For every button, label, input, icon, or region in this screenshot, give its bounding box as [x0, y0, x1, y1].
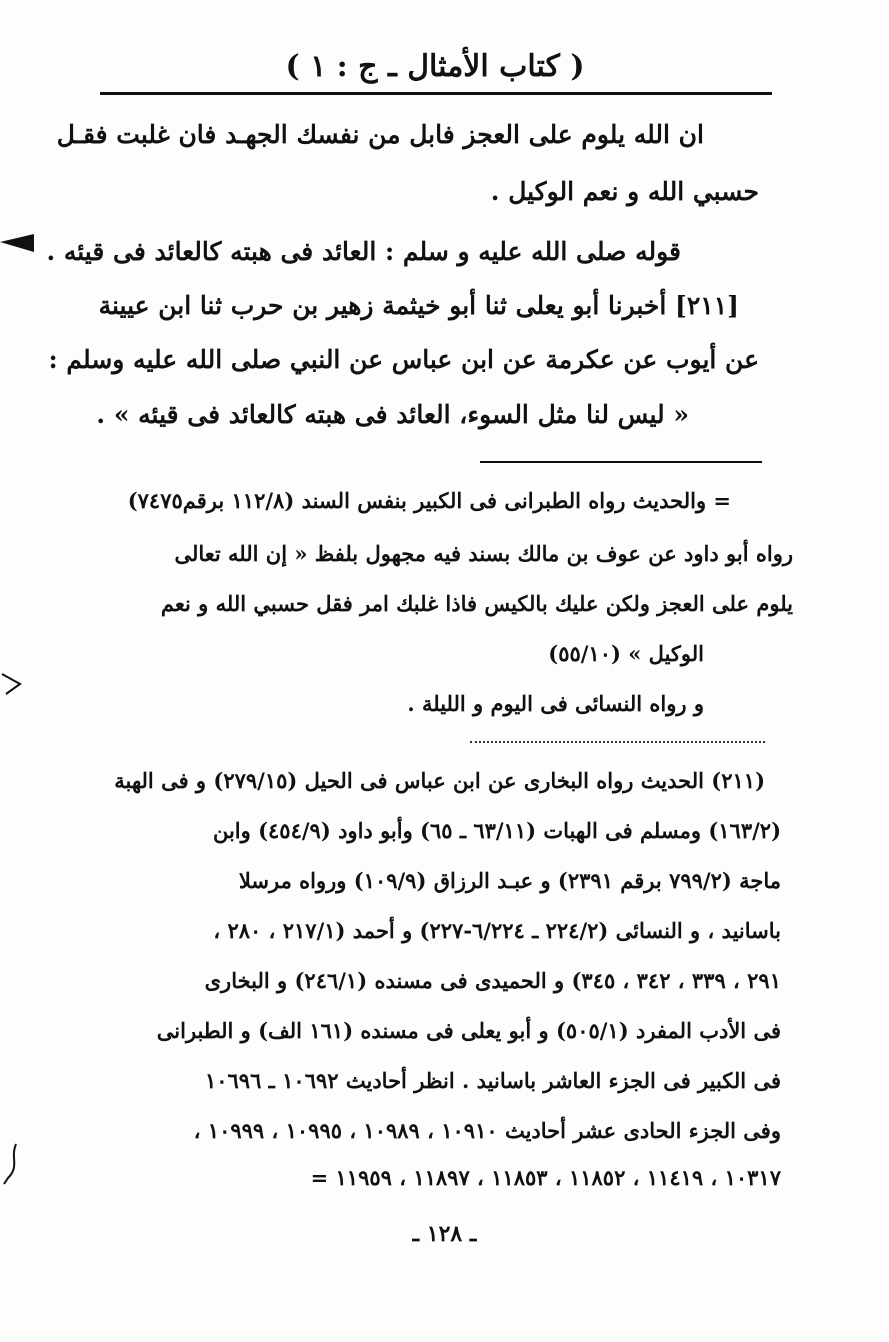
footnote-line: فى الكبير فى الجزء العاشر باسانيد . انظر أحاديث ١٠٦٩٢ ـ ١٠٦٩٦: [204, 1068, 781, 1093]
main-text-line: « ليس لنا مثل السوء، العائد فى هبته كالعائد فى قيئه » .: [96, 400, 689, 429]
header-rule: [100, 92, 772, 95]
main-text-line: ان الله يلوم على العجز فابل من نفسك الجهـد فان غلبت فقـل: [56, 120, 704, 149]
footnote-line: باسانيد ، و النسائى (٢٢٤/٢ ـ ٦/٢٢٤-٢٢٧) و أحمد (٢١٧/١ ، ٢٨٠ ،: [213, 918, 781, 943]
footnote-divider: [470, 741, 765, 743]
footnote-line: = والحديث رواه الطبرانى فى الكبير بنفس السند (١١٢/٨ برقم٧٤٧٥): [127, 488, 731, 513]
main-text-line: قوله صلى الله عليه و سلم : العائد فى هبته كالعائد فى قيئه .: [46, 237, 681, 266]
footnote-line: رواه أبو داود عن عوف بن مالك بسند فيه مجهول بلفظ « إن الله تعالى: [174, 541, 793, 566]
main-text-line: [٢١١] أخبرنا أبو يعلى ثنا أبو خيثمة زهير بن حرب ثنا ابن عيينة: [98, 291, 739, 320]
footnote-line: (١٦٣/٢) ومسلم فى الهبات (٦٣/١١ ـ ٦٥) وأبو داود (٤٥٤/٩) وابن: [212, 818, 781, 843]
page-number: ـ ١٢٨ ـ: [412, 1221, 477, 1247]
margin-mark-icon: [0, 668, 30, 698]
main-text-line: حسبي الله و نعم الوكيل .: [490, 177, 759, 206]
main-text-line: عن أيوب عن عكرمة عن ابن عباس عن النبي صلى الله عليه وسلم :: [48, 345, 759, 374]
margin-arrow-icon: [0, 230, 40, 260]
margin-mark-icon: [0, 1140, 30, 1190]
footnote-line: الوكيل » (٥٥/١٠): [548, 641, 704, 666]
footnote-line: و رواه النسائى فى اليوم و الليلة .: [407, 691, 704, 716]
footnote-line: ماجة (٧٩٩/٢ برقم ٢٣٩١) و عبـد الرزاق (١٠٩/٩) ورواه مرسلا: [238, 868, 781, 893]
footnote-separator: [480, 461, 762, 463]
footnote-line: فى الأدب المفرد (٥٠٥/١) و أبو يعلى فى مسنده (١٦١ الف) و الطبرانى: [156, 1018, 781, 1043]
footnote-line: وفى الجزء الحادى عشر أحاديث ١٠٩١٠ ، ١٠٩٨٩ ، ١٠٩٩٥ ، ١٠٩٩٩ ،: [193, 1118, 781, 1143]
footnote-line: يلوم على العجز ولكن عليك بالكيس فاذا غلبك امر فقل حسبي الله و نعم: [160, 591, 793, 616]
footnote-line: ٢٩١ ، ٣٣٩ ، ٣٤٢ ، ٣٤٥) و الحميدى فى مسنده (٢٤٦/١) و البخارى: [204, 968, 781, 993]
running-header: ( كتاب الأمثال ـ ج : ١ ): [285, 49, 585, 84]
footnote-line: (٢١١) الحديث رواه البخارى عن ابن عباس فى الحيل (٢٧٩/١٥) و فى الهبة: [114, 768, 765, 793]
footnote-line: ١٠٣١٧ ، ١١٤١٩ ، ١١٨٥٢ ، ١١٨٥٣ ، ١١٨٩٧ ، ١١٩٥٩ =: [310, 1165, 781, 1190]
